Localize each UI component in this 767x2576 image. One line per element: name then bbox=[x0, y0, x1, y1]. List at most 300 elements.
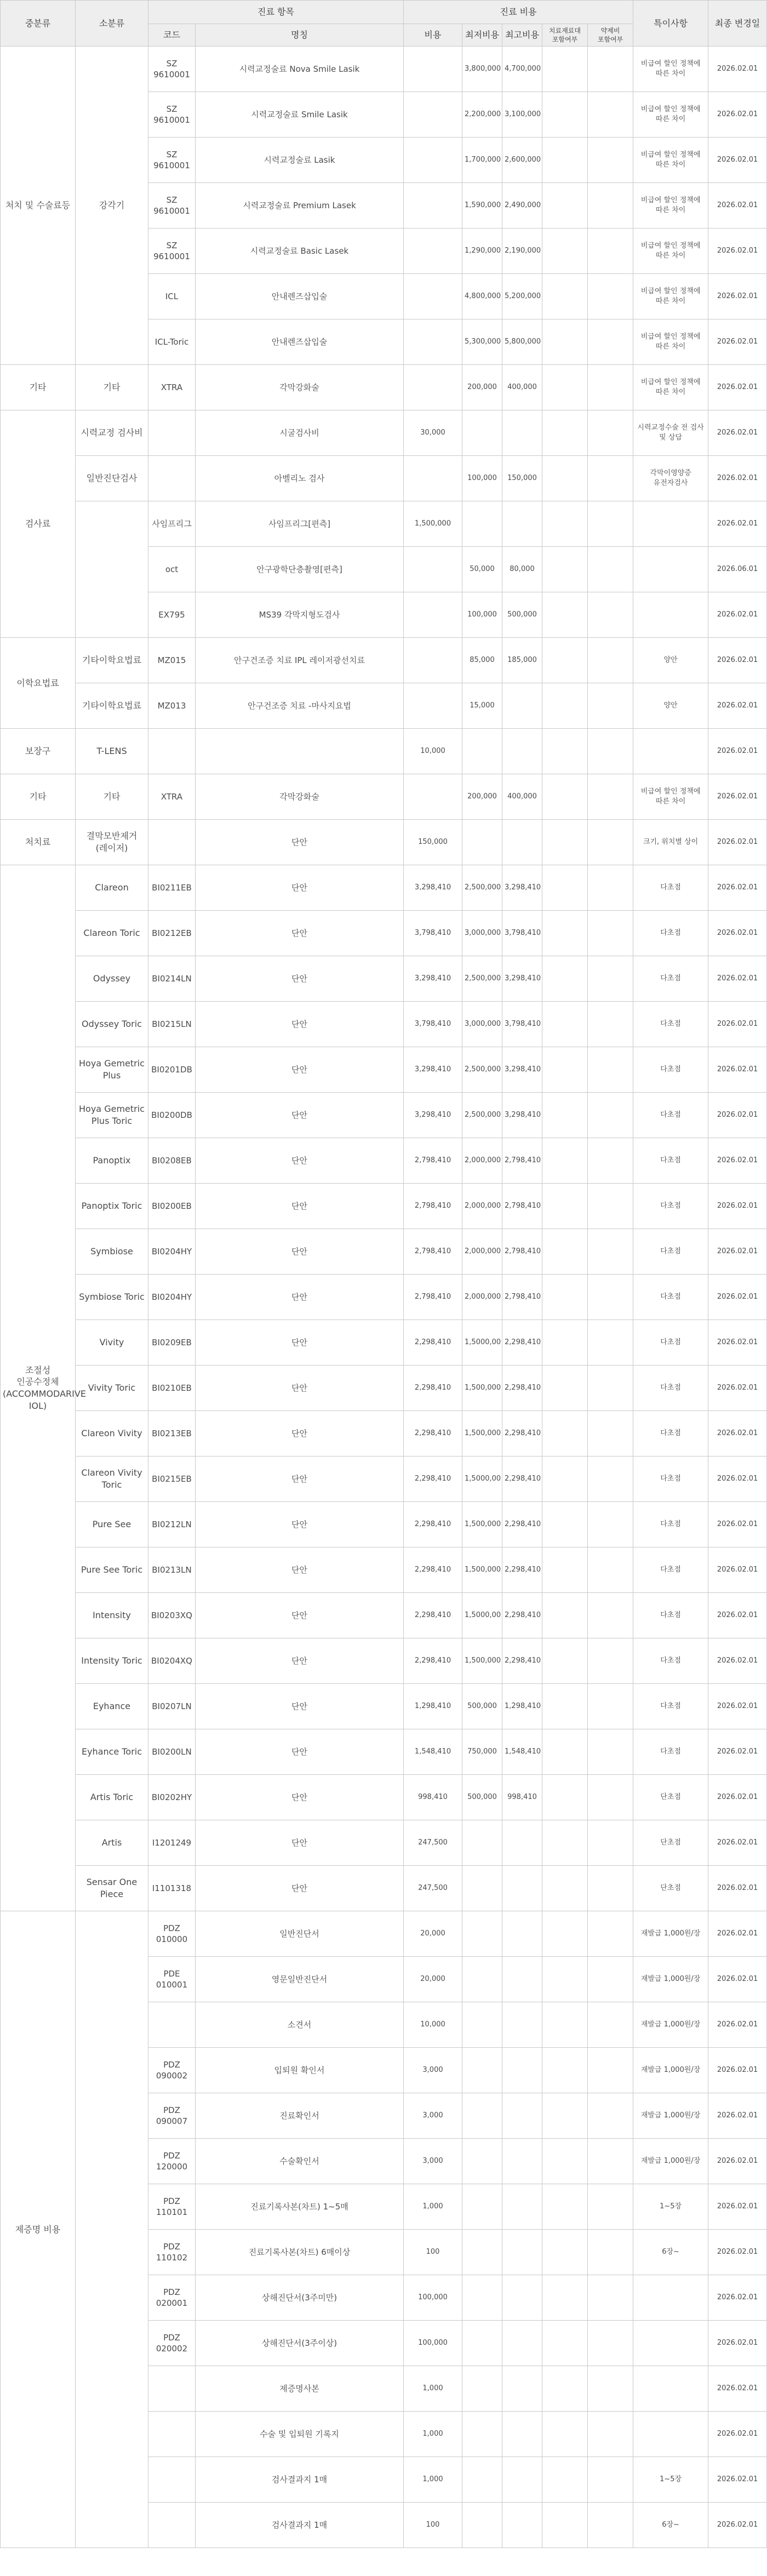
cell-note: 다초점 bbox=[633, 1502, 708, 1547]
cell-material-included bbox=[542, 1729, 588, 1775]
cell-code: PDZ 090002 bbox=[148, 2048, 196, 2093]
cell-min-cost: 50,000 bbox=[462, 547, 502, 592]
cell-name: 소견서 bbox=[196, 2002, 404, 2048]
cell-code: BI0204XQ bbox=[148, 1638, 196, 1684]
cell-name bbox=[196, 729, 404, 774]
cell-material-included bbox=[542, 820, 588, 865]
header-max-cost: 최고비용 bbox=[502, 24, 542, 47]
cell-material-included bbox=[542, 2275, 588, 2321]
cell-changed-date: 2026.02.01 bbox=[708, 456, 767, 501]
cell-medicine-included bbox=[588, 47, 633, 92]
table-row bbox=[1, 820, 767, 865]
cell-min-cost: 200,000 bbox=[462, 774, 502, 820]
cell-max-cost bbox=[502, 2048, 542, 2093]
cell-changed-date: 2026.02.01 bbox=[708, 683, 767, 729]
cell-min-cost: 2,500,000 bbox=[462, 1093, 502, 1138]
cell-medicine-included bbox=[588, 1138, 633, 1184]
cell-changed-date: 2026.02.01 bbox=[708, 1275, 767, 1320]
cell-material-included bbox=[542, 1547, 588, 1593]
cell-code: BI0202HY bbox=[148, 1775, 196, 1820]
cell-changed-date: 2026.02.01 bbox=[708, 410, 767, 456]
cell-medicine-included bbox=[588, 729, 633, 774]
cell-material-included bbox=[542, 1502, 588, 1547]
cell-name: 각막강화술 bbox=[196, 774, 404, 820]
cell-code: BI0200DB bbox=[148, 1093, 196, 1138]
cell-max-cost: 3,298,410 bbox=[502, 1047, 542, 1093]
cell-medicine-included bbox=[588, 1275, 633, 1320]
cell-note: 다초점 bbox=[633, 1184, 708, 1229]
cell-min-cost: 1,500,000 bbox=[462, 1411, 502, 1457]
cell-material-included bbox=[542, 1911, 588, 1957]
cell-medicine-included bbox=[588, 1593, 633, 1638]
cell-medicine-included bbox=[588, 774, 633, 820]
table-row bbox=[1, 1320, 767, 1366]
table-row bbox=[1, 1457, 767, 1502]
cell-max-cost bbox=[502, 2093, 542, 2139]
cell-cost bbox=[404, 638, 462, 683]
cell-cost: 2,298,410 bbox=[404, 1593, 462, 1638]
cell-medicine-included bbox=[588, 1911, 633, 1957]
cell-changed-date: 2026.02.01 bbox=[708, 911, 767, 956]
cell-changed-date: 2026.02.01 bbox=[708, 319, 767, 365]
cell-cost bbox=[404, 92, 462, 138]
minor-category: Artis Toric bbox=[76, 1775, 148, 1820]
cell-medicine-included bbox=[588, 638, 633, 683]
cell-max-cost bbox=[502, 2321, 542, 2366]
cell-name: 단안 bbox=[196, 1547, 404, 1593]
cell-min-cost bbox=[462, 2002, 502, 2048]
cell-code: MZ015 bbox=[148, 638, 196, 683]
cell-code: BI0201DB bbox=[148, 1047, 196, 1093]
cell-max-cost bbox=[502, 729, 542, 774]
cell-material-included bbox=[542, 456, 588, 501]
cell-code: I1201249 bbox=[148, 1820, 196, 1866]
cell-changed-date: 2026.02.01 bbox=[708, 2503, 767, 2548]
cell-max-cost: 2,490,000 bbox=[502, 183, 542, 229]
header-minor: 소분류 bbox=[76, 1, 148, 47]
cell-note: 재발급 1,000원/장 bbox=[633, 1911, 708, 1957]
cell-medicine-included bbox=[588, 1729, 633, 1775]
cell-name: 상해진단서(3주이상) bbox=[196, 2321, 404, 2366]
cell-name: 단안 bbox=[196, 1593, 404, 1638]
cell-material-included bbox=[542, 365, 588, 410]
cell-cost: 3,298,410 bbox=[404, 956, 462, 1002]
table-row bbox=[1, 501, 767, 547]
cell-medicine-included bbox=[588, 2093, 633, 2139]
cell-min-cost bbox=[462, 2503, 502, 2548]
header-item-group: 진료 항목 bbox=[148, 1, 404, 24]
cell-max-cost: 2,298,410 bbox=[502, 1593, 542, 1638]
cell-medicine-included bbox=[588, 1775, 633, 1820]
table-row bbox=[1, 365, 767, 410]
cell-max-cost: 2,798,410 bbox=[502, 1275, 542, 1320]
header-date: 최종 변경일 bbox=[708, 1, 767, 47]
cell-changed-date: 2026.02.01 bbox=[708, 1638, 767, 1684]
cell-min-cost: 2,000,000 bbox=[462, 1138, 502, 1184]
cell-cost: 247,500 bbox=[404, 1866, 462, 1911]
major-category: 처치료 bbox=[1, 820, 76, 865]
cell-changed-date: 2026.02.01 bbox=[708, 592, 767, 638]
cell-note: 다초점 bbox=[633, 1138, 708, 1184]
cell-material-included bbox=[542, 1184, 588, 1229]
cell-changed-date: 2026.02.01 bbox=[708, 2093, 767, 2139]
cell-cost: 2,298,410 bbox=[404, 1638, 462, 1684]
cell-code: BI0213LN bbox=[148, 1547, 196, 1593]
cell-name: 단안 bbox=[196, 865, 404, 911]
cell-code: BI0204HY bbox=[148, 1229, 196, 1275]
cell-min-cost: 1,590,000 bbox=[462, 183, 502, 229]
minor-category: Pure See Toric bbox=[76, 1547, 148, 1593]
cell-min-cost: 5,300,000 bbox=[462, 319, 502, 365]
cell-material-included bbox=[542, 1593, 588, 1638]
cell-medicine-included bbox=[588, 229, 633, 274]
cell-medicine-included bbox=[588, 547, 633, 592]
cell-note: 재발급 1,000원/장 bbox=[633, 2139, 708, 2184]
cell-min-cost bbox=[462, 410, 502, 456]
cell-medicine-included bbox=[588, 865, 633, 911]
cell-note: 크기, 위치별 상이 bbox=[633, 820, 708, 865]
cell-cost: 100 bbox=[404, 2230, 462, 2275]
cell-note: 다초점 bbox=[633, 1457, 708, 1502]
cell-code: XTRA bbox=[148, 774, 196, 820]
cell-cost: 100,000 bbox=[404, 2275, 462, 2321]
cell-cost bbox=[404, 47, 462, 92]
cell-note: 비급여 할인 정책에 따른 차이 bbox=[633, 229, 708, 274]
cell-max-cost bbox=[502, 2139, 542, 2184]
cell-min-cost: 2,500,000 bbox=[462, 1047, 502, 1093]
cell-name: 진료기록사본(차트) 6매이상 bbox=[196, 2230, 404, 2275]
cell-max-cost: 500,000 bbox=[502, 592, 542, 638]
cell-medicine-included bbox=[588, 2048, 633, 2093]
cell-name: 단안 bbox=[196, 1047, 404, 1093]
cell-code bbox=[148, 456, 196, 501]
cell-max-cost bbox=[502, 2184, 542, 2230]
cell-min-cost bbox=[462, 2139, 502, 2184]
cell-material-included bbox=[542, 2093, 588, 2139]
minor-category: Sensar One Piece bbox=[76, 1866, 148, 1911]
cell-medicine-included bbox=[588, 956, 633, 1002]
cell-min-cost: 1,500,000 bbox=[462, 1366, 502, 1411]
cell-cost: 1,000 bbox=[404, 2366, 462, 2412]
cell-code: BI0207LN bbox=[148, 1684, 196, 1729]
cell-name: 상해진단서(3주미만) bbox=[196, 2275, 404, 2321]
table-row bbox=[1, 1047, 767, 1093]
cell-medicine-included bbox=[588, 1411, 633, 1457]
cell-changed-date: 2026.02.01 bbox=[708, 820, 767, 865]
cell-max-cost: 2,298,410 bbox=[502, 1320, 542, 1366]
cell-max-cost: 3,298,410 bbox=[502, 1093, 542, 1138]
cell-name: 단안 bbox=[196, 956, 404, 1002]
cell-min-cost bbox=[462, 2093, 502, 2139]
cell-changed-date: 2026.02.01 bbox=[708, 1047, 767, 1093]
cell-note: 양안 bbox=[633, 638, 708, 683]
cell-note: 시력교정수술 전 검사 및 상담 bbox=[633, 410, 708, 456]
cell-cost: 2,298,410 bbox=[404, 1547, 462, 1593]
cell-max-cost: 400,000 bbox=[502, 774, 542, 820]
cell-medicine-included bbox=[588, 501, 633, 547]
cell-code: ICL-Toric bbox=[148, 319, 196, 365]
cell-changed-date: 2026.02.01 bbox=[708, 47, 767, 92]
cell-name: 시력교정술료 Nova Smile Lasik bbox=[196, 47, 404, 92]
cell-code: BI0212LN bbox=[148, 1502, 196, 1547]
cell-max-cost: 2,298,410 bbox=[502, 1366, 542, 1411]
cell-min-cost bbox=[462, 2230, 502, 2275]
cell-cost: 3,798,410 bbox=[404, 1002, 462, 1047]
cell-medicine-included bbox=[588, 2457, 633, 2503]
minor-category: Clareon bbox=[76, 865, 148, 911]
cell-code: I1101318 bbox=[148, 1866, 196, 1911]
cell-name: MS39 각막지형도검사 bbox=[196, 592, 404, 638]
header-medicine-included: 약제비 포함여부 bbox=[588, 24, 633, 47]
cell-changed-date: 2026.02.01 bbox=[708, 183, 767, 229]
cell-code: BI0211EB bbox=[148, 865, 196, 911]
cell-material-included bbox=[542, 92, 588, 138]
minor-category: T-LENS bbox=[76, 729, 148, 774]
cell-min-cost: 100,000 bbox=[462, 592, 502, 638]
minor-category bbox=[76, 1911, 148, 2548]
cell-material-included bbox=[542, 1684, 588, 1729]
cell-name: 단안 bbox=[196, 1138, 404, 1184]
cell-min-cost bbox=[462, 2275, 502, 2321]
cell-max-cost bbox=[502, 1957, 542, 2002]
cell-name: 진료기록사본(차트) 1~5매 bbox=[196, 2184, 404, 2230]
cell-cost: 2,298,410 bbox=[404, 1411, 462, 1457]
cell-note: 6장~ bbox=[633, 2503, 708, 2548]
cell-changed-date: 2026.02.01 bbox=[708, 1366, 767, 1411]
cell-medicine-included bbox=[588, 2230, 633, 2275]
cell-name: 시력교정술료 Premium Lasek bbox=[196, 183, 404, 229]
minor-category: 강각기 bbox=[76, 47, 148, 365]
table-row bbox=[1, 865, 767, 911]
cell-note: 각막이영양증 유전자검사 bbox=[633, 456, 708, 501]
cell-code: XTRA bbox=[148, 365, 196, 410]
cell-code bbox=[148, 729, 196, 774]
cell-name: 단안 bbox=[196, 1411, 404, 1457]
table-row bbox=[1, 410, 767, 456]
cell-name: 아벨리노 검사 bbox=[196, 456, 404, 501]
table-row bbox=[1, 911, 767, 956]
cell-max-cost bbox=[502, 2457, 542, 2503]
cell-changed-date: 2026.02.01 bbox=[708, 1957, 767, 2002]
table-row bbox=[1, 1184, 767, 1229]
fee-table-body bbox=[1, 47, 767, 2548]
cell-changed-date: 2026.02.01 bbox=[708, 2230, 767, 2275]
cell-material-included bbox=[542, 1411, 588, 1457]
cell-medicine-included bbox=[588, 1457, 633, 1502]
cell-cost: 30,000 bbox=[404, 410, 462, 456]
cell-code: BI0212EB bbox=[148, 911, 196, 956]
cell-material-included bbox=[542, 410, 588, 456]
table-row bbox=[1, 1093, 767, 1138]
cell-name: 안내렌즈삽입술 bbox=[196, 319, 404, 365]
cell-material-included bbox=[542, 501, 588, 547]
cell-material-included bbox=[542, 1820, 588, 1866]
cell-min-cost: 500,000 bbox=[462, 1775, 502, 1820]
cell-material-included bbox=[542, 956, 588, 1002]
cell-note: 비급여 할인 정책에 따른 차이 bbox=[633, 274, 708, 319]
cell-changed-date: 2026.02.01 bbox=[708, 2002, 767, 2048]
cell-cost: 3,000 bbox=[404, 2139, 462, 2184]
cell-note bbox=[633, 2366, 708, 2412]
cell-max-cost: 185,000 bbox=[502, 638, 542, 683]
minor-category: 일반진단검사 bbox=[76, 456, 148, 501]
cell-material-included bbox=[542, 47, 588, 92]
cell-code: BI0200LN bbox=[148, 1729, 196, 1775]
cell-cost bbox=[404, 229, 462, 274]
cell-cost bbox=[404, 319, 462, 365]
table-row bbox=[1, 1229, 767, 1275]
cell-max-cost: 1,298,410 bbox=[502, 1684, 542, 1729]
cell-cost: 2,298,410 bbox=[404, 1502, 462, 1547]
cell-max-cost bbox=[502, 501, 542, 547]
cell-changed-date: 2026.02.01 bbox=[708, 865, 767, 911]
cell-max-cost bbox=[502, 820, 542, 865]
cell-changed-date: 2026.02.01 bbox=[708, 774, 767, 820]
cell-name: 단안 bbox=[196, 1002, 404, 1047]
cell-min-cost: 1,700,000 bbox=[462, 138, 502, 183]
cell-name: 안구광학단층촬영[편측] bbox=[196, 547, 404, 592]
cell-note: 비급여 할인 정책에 따른 차이 bbox=[633, 92, 708, 138]
minor-category: Panoptix Toric bbox=[76, 1184, 148, 1229]
cell-medicine-included bbox=[588, 183, 633, 229]
cell-medicine-included bbox=[588, 1684, 633, 1729]
cell-code: oct bbox=[148, 547, 196, 592]
cell-note: 재발급 1,000원/장 bbox=[633, 1957, 708, 2002]
cell-medicine-included bbox=[588, 1866, 633, 1911]
cell-material-included bbox=[542, 1320, 588, 1366]
cell-max-cost: 2,798,410 bbox=[502, 1184, 542, 1229]
cell-max-cost: 2,600,000 bbox=[502, 138, 542, 183]
cell-note: 다초점 bbox=[633, 1547, 708, 1593]
major-category: 제증명 비용 bbox=[1, 1911, 76, 2548]
cell-min-cost bbox=[462, 820, 502, 865]
cell-material-included bbox=[542, 729, 588, 774]
cell-name: 단안 bbox=[196, 1275, 404, 1320]
cell-min-cost: 3,000,000 bbox=[462, 911, 502, 956]
cell-cost: 3,298,410 bbox=[404, 1093, 462, 1138]
cell-changed-date: 2026.02.01 bbox=[708, 2275, 767, 2321]
cell-changed-date: 2026.02.01 bbox=[708, 229, 767, 274]
cell-material-included bbox=[542, 2457, 588, 2503]
cell-max-cost: 2,298,410 bbox=[502, 1411, 542, 1457]
cell-name: 수술확인서 bbox=[196, 2139, 404, 2184]
header-name: 명칭 bbox=[196, 24, 404, 47]
cell-min-cost: 1,5000,00 bbox=[462, 1593, 502, 1638]
major-category: 기타 bbox=[1, 774, 76, 820]
cell-material-included bbox=[542, 911, 588, 956]
cell-cost: 3,000 bbox=[404, 2048, 462, 2093]
cell-max-cost bbox=[502, 2412, 542, 2457]
cell-medicine-included bbox=[588, 456, 633, 501]
cell-note bbox=[633, 2275, 708, 2321]
cell-cost bbox=[404, 138, 462, 183]
cell-changed-date: 2026.02.01 bbox=[708, 1138, 767, 1184]
cell-note: 단초점 bbox=[633, 1820, 708, 1866]
cell-max-cost: 5,200,000 bbox=[502, 274, 542, 319]
cell-max-cost bbox=[502, 1911, 542, 1957]
cell-name: 시력교정술료 Basic Lasek bbox=[196, 229, 404, 274]
cell-name: 단안 bbox=[196, 1866, 404, 1911]
minor-category: 기타 bbox=[76, 365, 148, 410]
cell-note: 다초점 bbox=[633, 956, 708, 1002]
cell-changed-date: 2026.02.01 bbox=[708, 1775, 767, 1820]
cell-changed-date: 2026.02.01 bbox=[708, 2366, 767, 2412]
cell-changed-date: 2026.02.01 bbox=[708, 1820, 767, 1866]
cell-medicine-included bbox=[588, 2275, 633, 2321]
cell-name: 단안 bbox=[196, 1820, 404, 1866]
table-row bbox=[1, 1911, 767, 1957]
cell-code bbox=[148, 2412, 196, 2457]
cell-name: 검사결과지 1매 bbox=[196, 2457, 404, 2503]
table-row bbox=[1, 456, 767, 501]
cell-changed-date: 2026.02.01 bbox=[708, 138, 767, 183]
cell-max-cost: 4,700,000 bbox=[502, 47, 542, 92]
cell-cost bbox=[404, 774, 462, 820]
cell-changed-date: 2026.02.01 bbox=[708, 274, 767, 319]
cell-note bbox=[633, 592, 708, 638]
cell-name: 안구건조증 치료 -마사지요법 bbox=[196, 683, 404, 729]
cell-material-included bbox=[542, 683, 588, 729]
cell-max-cost bbox=[502, 2366, 542, 2412]
cell-cost: 2,298,410 bbox=[404, 1457, 462, 1502]
cell-code: PDZ 010000 bbox=[148, 1911, 196, 1957]
cell-note: 비급여 할인 정책에 따른 차이 bbox=[633, 319, 708, 365]
cell-material-included bbox=[542, 1457, 588, 1502]
cell-cost: 3,298,410 bbox=[404, 1047, 462, 1093]
cell-min-cost: 2,000,000 bbox=[462, 1275, 502, 1320]
cell-material-included bbox=[542, 274, 588, 319]
minor-category: Vivity bbox=[76, 1320, 148, 1366]
minor-category: Intensity bbox=[76, 1593, 148, 1638]
cell-min-cost: 1,500,000 bbox=[462, 1502, 502, 1547]
cell-changed-date: 2026.02.01 bbox=[708, 956, 767, 1002]
cell-note: 1~5장 bbox=[633, 2457, 708, 2503]
cell-medicine-included bbox=[588, 2503, 633, 2548]
cell-min-cost bbox=[462, 1820, 502, 1866]
cell-min-cost: 750,000 bbox=[462, 1729, 502, 1775]
cell-name: 단안 bbox=[196, 1638, 404, 1684]
cell-changed-date: 2026.02.01 bbox=[708, 1411, 767, 1457]
cell-material-included bbox=[542, 1366, 588, 1411]
cell-medicine-included bbox=[588, 365, 633, 410]
cell-note: 단초점 bbox=[633, 1866, 708, 1911]
cell-cost: 3,298,410 bbox=[404, 865, 462, 911]
cell-max-cost: 2,798,410 bbox=[502, 1229, 542, 1275]
cell-cost: 100,000 bbox=[404, 2321, 462, 2366]
cell-material-included bbox=[542, 2230, 588, 2275]
cell-note: 다초점 bbox=[633, 1002, 708, 1047]
cell-material-included bbox=[542, 1275, 588, 1320]
cell-note bbox=[633, 729, 708, 774]
cell-name: 수술 및 입퇴원 기록지 bbox=[196, 2412, 404, 2457]
cell-cost: 100 bbox=[404, 2503, 462, 2548]
cell-code bbox=[148, 2457, 196, 2503]
minor-category: Eyhance Toric bbox=[76, 1729, 148, 1775]
cell-code: PDZ 120000 bbox=[148, 2139, 196, 2184]
minor-category: 기타 bbox=[76, 774, 148, 820]
cell-changed-date: 2026.02.01 bbox=[708, 1684, 767, 1729]
cell-code bbox=[148, 2503, 196, 2548]
table-row bbox=[1, 1547, 767, 1593]
cell-material-included bbox=[542, 2048, 588, 2093]
cell-note: 다초점 bbox=[633, 1320, 708, 1366]
cell-max-cost bbox=[502, 683, 542, 729]
cell-medicine-included bbox=[588, 1638, 633, 1684]
table-row bbox=[1, 1138, 767, 1184]
cell-material-included bbox=[542, 1957, 588, 2002]
cell-code bbox=[148, 2366, 196, 2412]
cell-max-cost: 3,798,410 bbox=[502, 1002, 542, 1047]
